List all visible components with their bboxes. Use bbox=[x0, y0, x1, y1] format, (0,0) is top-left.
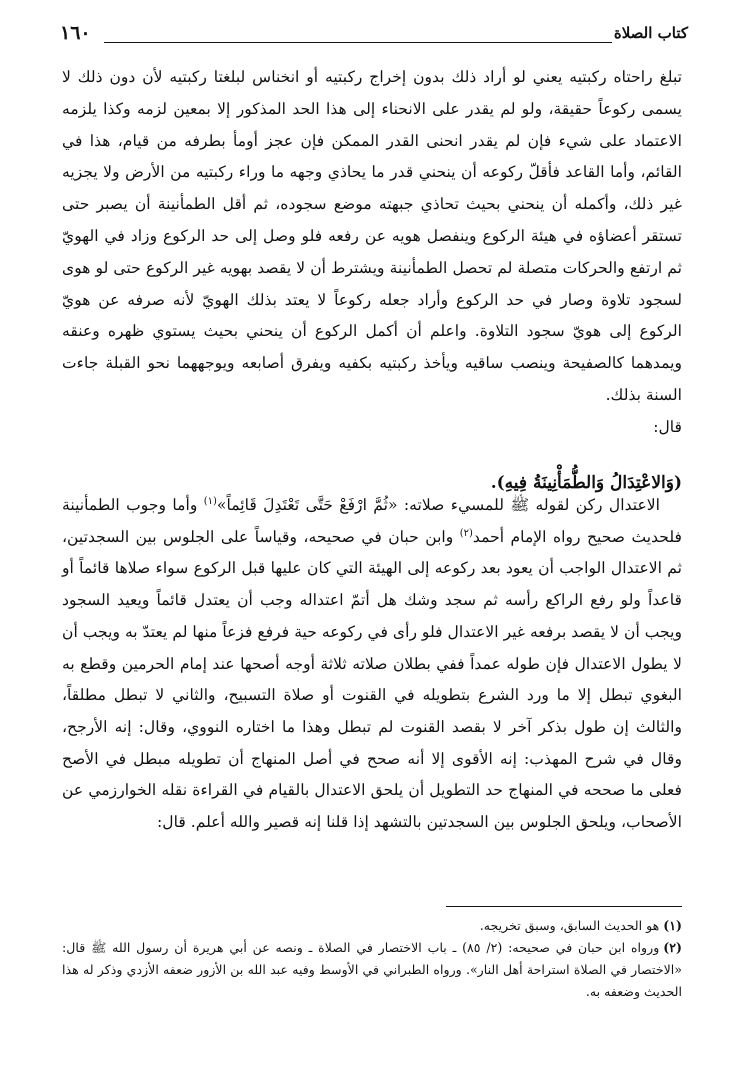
footnote bbox=[62, 937, 682, 1003]
page-number: ١٦٠ bbox=[60, 22, 91, 44]
paragraph-1: تبلغ راحتاه ركبتيه يعني لو أراد ذلك بدون إخراج ركبتيه أو انخناس لبلغتا ركبتيه لأن دون ذلك لا يسمى ركوعاً حقيقة، ولو لم يقدر على الانحناء إلى هذا الحد المذكور إلا بمعين لزمه وكذا يلزمه الاعتماد على شيء فإن لم يقدر انحنى القدر الممكن فإن عجز أومأ بطرفه من قيام، هذا في القائم، وأما القاعد فأقلّ ركوعه أن ينحني قدر ما يحاذي وجهه ما وراء ركبتيه من الأرض ولا يجزيه غير ذلك، وأكمله أن ينحني بحيث تحاذي جبهته موضع سجوده، ثم أقل الطمأنينة أن يصبر حتى تستقر أعضاؤه في هيئة الركوع وينفصل هويه عن رفعه فلو وصل إلى حد الركوع وزاد في الهويّ ثم ارتفع والحركات متصلة لم تحصل الطمأنينة ويشترط أن لا يقصد بهويه غير الركوع حتى لو هوى لسجود تلاوة وصار في حد الركوع وأراد جعله ركوعاً لا يعتد بذلك الهويّ لأنه صرفه عن هويّ الركوع إلى هويّ سجود التلاوة. واعلم أن أكمل الركوع أن ينحني بحيث يستوي ظهره وعنقه ويمدهما كالصفيحة وينصب ساقيه ويأخذ ركبتيه بكفيه ويفرق أصابعه ويوجههما نحو القبلة جاءت السنة بذلك. bbox=[62, 68, 682, 404]
footnote-text: ورواه ابن حبان في صحيحه: (٢/ ٨٥) ـ باب الاختصار في الصلاة ـ ونصه عن أبي هريرة أن رسول الله ﷺ قال: «الاختصار في الصلاة استراحة أهل النار». ورواه الطبراني في الأوسط وفيه عبد الله بن الأزور ضعفه الأزدي وذكر له هذا الحديث وضعفه به. bbox=[62, 940, 682, 999]
footnote-number: (١) bbox=[663, 918, 682, 933]
paragraph-2 bbox=[62, 490, 682, 839]
header-rule bbox=[104, 42, 612, 43]
footnote bbox=[62, 915, 682, 937]
main-text-top bbox=[62, 62, 682, 444]
page-header bbox=[60, 22, 688, 46]
matn-heading: (وَالاعْتِدَالُ وَالطُّمَأْنِينَةُ فِيهِ). bbox=[490, 473, 682, 493]
running-title: كتاب الصلاة bbox=[613, 24, 688, 42]
footnote-marker-2: (٢) bbox=[459, 527, 473, 539]
footnote-text: هو الحديث السابق، وسبق تخريجه. bbox=[479, 918, 660, 933]
qala-label: قال: bbox=[653, 417, 682, 436]
footnote-separator bbox=[446, 906, 682, 907]
footnote-marker-1: (١) bbox=[203, 495, 217, 507]
footnotes bbox=[62, 915, 682, 1003]
paragraph-2-part-a: الاعتدال ركن لقوله ﷺ للمسيء صلاته: «ثُمَّ ارْفَعْ حَتَّى تَعْتَدِلَ قَائِماً» bbox=[216, 496, 660, 514]
paragraph-2-part-b: وأما وجوب الطمأنينة فلحديث صحيح رواه الإمام أحمد bbox=[62, 496, 682, 546]
footnote-number: (٢) bbox=[663, 940, 682, 955]
paragraph-2-part-c: وابن حبان في صحيحه، وقياساً على الجلوس بين السجدتين، ثم الاعتدال الواجب أن يعود بعد ركوعه إلى الهيئة التي كان عليها قبل الركوع سواء صلاها قائماً أو قاعداً ولو رفع الراكع رأسه ثم سجد وشك هل أتمّ اعتداله وجب أن يعتدل قائماً ويعيد السجود ويجب أن لا يقصد برفعه غير الاعتدال فلو رأى في ركوعه حية فرفع فزعاً منها لم يعتدّ به ويجب أن لا يطول الاعتدال فإن طوله عمداً ففي بطلان صلاته ثلاثة أوجه أصحها عند إمام الحرمين وقطع به البغوي تبطل إلا ما ورد الشرع بتطويله في القنوت أو صلاة التسبيح، والثاني لا تبطل مطلقاً، والثالث إن طول بذكر آخر لا بقصد القنوت لم تبطل وهذا ما اختاره النووي، وقال: إنه الأرجح، وقال في شرح المهذب: إنه الأقوى إلا أنه صحح في أصل المنهاج أن تطويله مبطل في الأصح فعلى ما صححه في المنهاج حد التطويل أن يلحق الاعتدال بالقيام في القراءة نقله الخوارزمي عن الأصحاب، ويلحق الجلوس بين السجدتين بالتشهد إذا قلنا إنه قصير والله أعلم. قال: bbox=[62, 527, 682, 832]
main-text-bottom bbox=[62, 490, 682, 839]
